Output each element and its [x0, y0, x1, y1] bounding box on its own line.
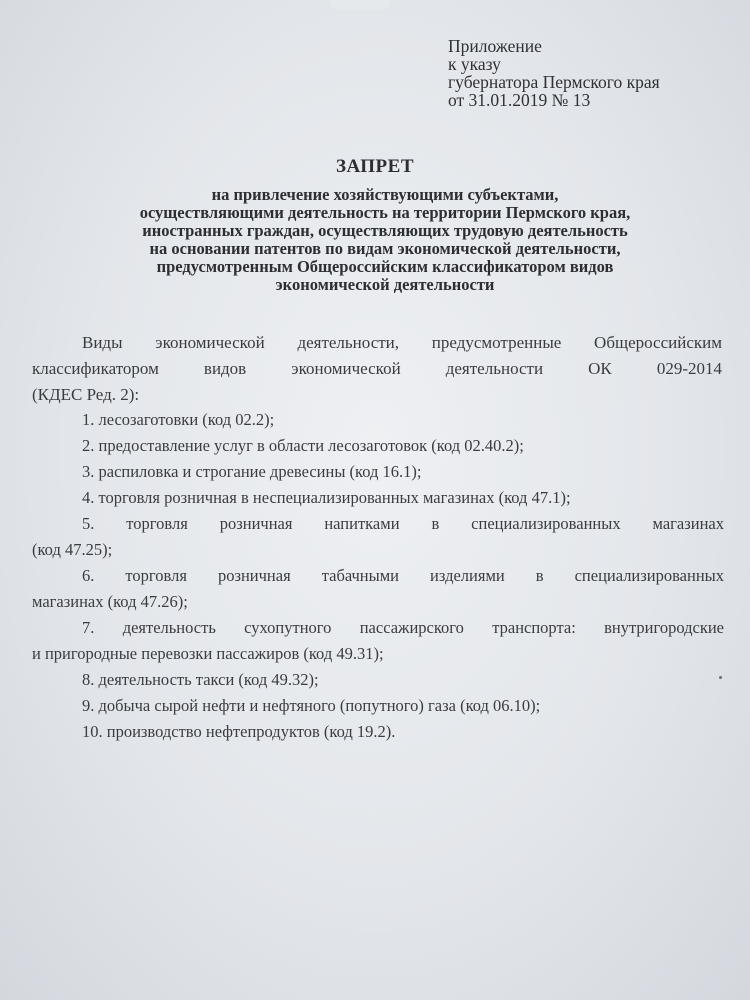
list-item-text: 8. деятельность такси (код 49.32);	[82, 670, 319, 689]
appendix-line: Приложение	[448, 36, 542, 56]
intro-line: классификатором видов экономической деятельности ОК 029-2014	[32, 359, 722, 378]
appendix-line: к указу	[448, 54, 501, 74]
list-item-continuation: магазинах (код 47.26);	[32, 592, 188, 611]
list-item-text: 9. добыча сырой нефти и нефтяного (попутного) газа (код 06.10);	[82, 696, 541, 715]
list-item	[32, 407, 724, 433]
subtitle-line: на основании патентов по видам экономической деятельности,	[149, 239, 621, 258]
subtitle-line: иностранных граждан, осуществляющих трудовую деятельность	[142, 221, 628, 240]
list-item-text: 7. деятельность сухопутного пассажирского транспорта: внутригородские	[82, 618, 724, 637]
list-item	[32, 511, 724, 563]
list-item	[32, 433, 724, 459]
margin-dot	[719, 676, 722, 679]
list-item	[32, 459, 724, 485]
paper-fold-mark	[330, 0, 390, 10]
subtitle-line: осуществляющими деятельность на территории Пермского края,	[139, 203, 631, 222]
list-item	[32, 563, 724, 615]
list-item	[32, 693, 724, 719]
list-item-continuation: (код 47.25);	[32, 540, 113, 559]
list-item	[32, 719, 724, 745]
list-item-text: 4. торговля розничная в неспециализированных магазинах (код 47.1);	[82, 488, 571, 507]
activity-list	[32, 407, 724, 745]
list-item-text: 2. предоставление услуг в области лесозаготовок (код 02.40.2);	[82, 436, 524, 455]
intro-paragraph	[32, 330, 722, 408]
list-item-text: 3. распиловка и строгание древесины (код 16.1);	[82, 462, 422, 481]
list-item-text: 1. лесозаготовки (код 02.2);	[82, 410, 275, 429]
appendix-line: от 31.01.2019 № 13	[448, 90, 591, 110]
list-item-text: 10. производство нефтепродуктов (код 19.2).	[82, 722, 396, 741]
list-item	[32, 667, 724, 693]
subtitle-line: экономической деятельности	[275, 275, 495, 294]
appendix-reference	[448, 37, 660, 109]
subtitle-line: на привлечение хозяйствующими субъектами,	[211, 185, 559, 204]
list-item-continuation: и пригородные перевозки пассажиров (код 49.31);	[32, 644, 384, 663]
list-item	[32, 485, 724, 511]
document-title: ЗАПРЕТ	[335, 156, 414, 177]
intro-line: (КДЕС Ред. 2):	[32, 385, 140, 404]
intro-line: Виды экономической деятельности, предусмотренные Общероссийским	[82, 333, 722, 352]
appendix-line: губернатора Пермского края	[448, 72, 660, 92]
subtitle-line: предусмотренным Общероссийским классификатором видов	[156, 257, 614, 276]
document-subtitle	[40, 186, 730, 294]
list-item-text: 5. торговля розничная напитками в специализированных магазинах	[82, 514, 724, 533]
list-item-text: 6. торговля розничная табачными изделиями в специализированных	[82, 566, 724, 585]
list-item	[32, 615, 724, 667]
